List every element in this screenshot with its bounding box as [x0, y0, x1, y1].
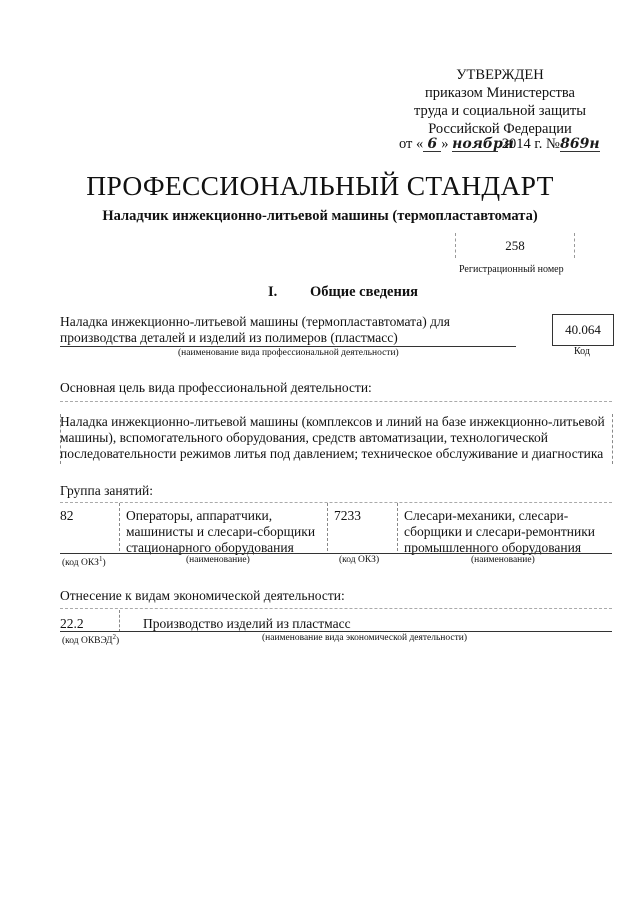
activity-code-box	[552, 314, 614, 346]
occupation-top-rule	[60, 502, 612, 503]
order-line	[399, 136, 600, 153]
section-title: Общие сведения	[310, 284, 419, 300]
approval-line-1: приказом Министерства	[425, 85, 575, 101]
order-number: 869н	[560, 136, 600, 152]
main-goal-right-border	[612, 414, 613, 464]
activity-code-caption: Код	[574, 346, 590, 357]
activity-code: 40.064	[565, 322, 601, 337]
approval-line-3: Российской Федерации	[428, 121, 572, 137]
occupation-code-caption-2: (код ОКЗ)	[339, 555, 380, 565]
occupation-code-1: 82	[60, 508, 74, 523]
order-year: 2014 г. №	[501, 136, 560, 152]
occupation-name-2-line-2: сборщики и слесари-ремонтники	[404, 524, 595, 539]
main-goal-top-rule	[60, 401, 612, 402]
occupation-divider-3	[397, 503, 398, 551]
order-prefix: от «	[399, 136, 424, 152]
occupation-divider-2	[327, 503, 328, 551]
occupation-divider-1	[119, 503, 120, 551]
main-goal-left-border	[60, 414, 61, 464]
activity-name-caption: (наименование вида профессиональной деятельности)	[178, 348, 399, 358]
main-goal-line-1: Наладка инжекционно-литьевой машины (комплексов и линий на базе инжекционно-литьевой	[60, 414, 605, 429]
section-number: I.	[268, 284, 278, 300]
main-goal-line-2: машины), вспомогательного оборудования, средств автоматизации, технологической	[60, 430, 548, 445]
economic-code-caption: (код ОКВЭД$^2$)	[62, 633, 120, 647]
economic-underline	[60, 631, 612, 632]
order-month: ноября	[452, 136, 514, 152]
occupation-underline	[60, 553, 612, 554]
approved-label: УТВЕРЖДЕН	[456, 67, 544, 83]
economic-name: Производство изделий из пластмасс	[143, 616, 351, 631]
occupation-name-caption: (наименование)	[186, 555, 250, 565]
occupation-name-2-line-3: промышленного оборудования	[404, 540, 582, 555]
registration-label: Регистрационный номер	[459, 264, 564, 275]
approval-block	[400, 66, 600, 138]
page-subtitle: Наладчик инжекционно-литьевой машины (термопластавтомата)	[102, 208, 538, 224]
page-title: ПРОФЕССИОНАЛЬНЫЙ СТАНДАРТ	[86, 170, 554, 201]
occupation-group-heading: Группа занятий:	[60, 483, 153, 498]
economic-divider	[119, 610, 120, 632]
main-goal-line-3: последовательности режимов литья под давлением; техническое обслуживание и диагностика	[60, 446, 604, 461]
economic-top-rule	[60, 608, 612, 609]
occupation-name-1-line-2: машинисты и слесари-сборщики	[126, 524, 316, 539]
economic-heading: Отнесение к видам экономической деятельности:	[60, 588, 345, 603]
registration-number: 258	[505, 238, 525, 253]
occupation-code-2: 7233	[334, 508, 361, 523]
occupation-name-1-line-1: Операторы, аппаратчики,	[126, 508, 273, 523]
order-day: 6	[423, 137, 441, 152]
order-mid: »	[441, 136, 449, 152]
occupation-name-2-line-1: Слесари-механики, слесари-	[404, 508, 569, 523]
registration-box	[455, 233, 575, 258]
activity-name-line-2: производства деталей и изделий из полимеров (пластмасс)	[60, 330, 398, 345]
occupation-name-caption-2: (наименование)	[471, 555, 535, 565]
approval-line-2: труда и социальной защиты	[414, 103, 586, 119]
activity-name-line-1: Наладка инжекционно-литьевой машины (термопластавтомата) для	[60, 314, 450, 329]
main-goal-heading: Основная цель вида профессиональной деятельности:	[60, 380, 372, 395]
occupation-code-caption: (код ОКЗ$^1$)	[62, 555, 106, 569]
economic-name-caption: (наименование вида экономической деятельности)	[262, 633, 467, 643]
occupation-name-1-line-3: стационарного оборудования	[126, 540, 294, 555]
economic-code: 22.2	[60, 616, 84, 631]
activity-underline	[60, 346, 516, 347]
